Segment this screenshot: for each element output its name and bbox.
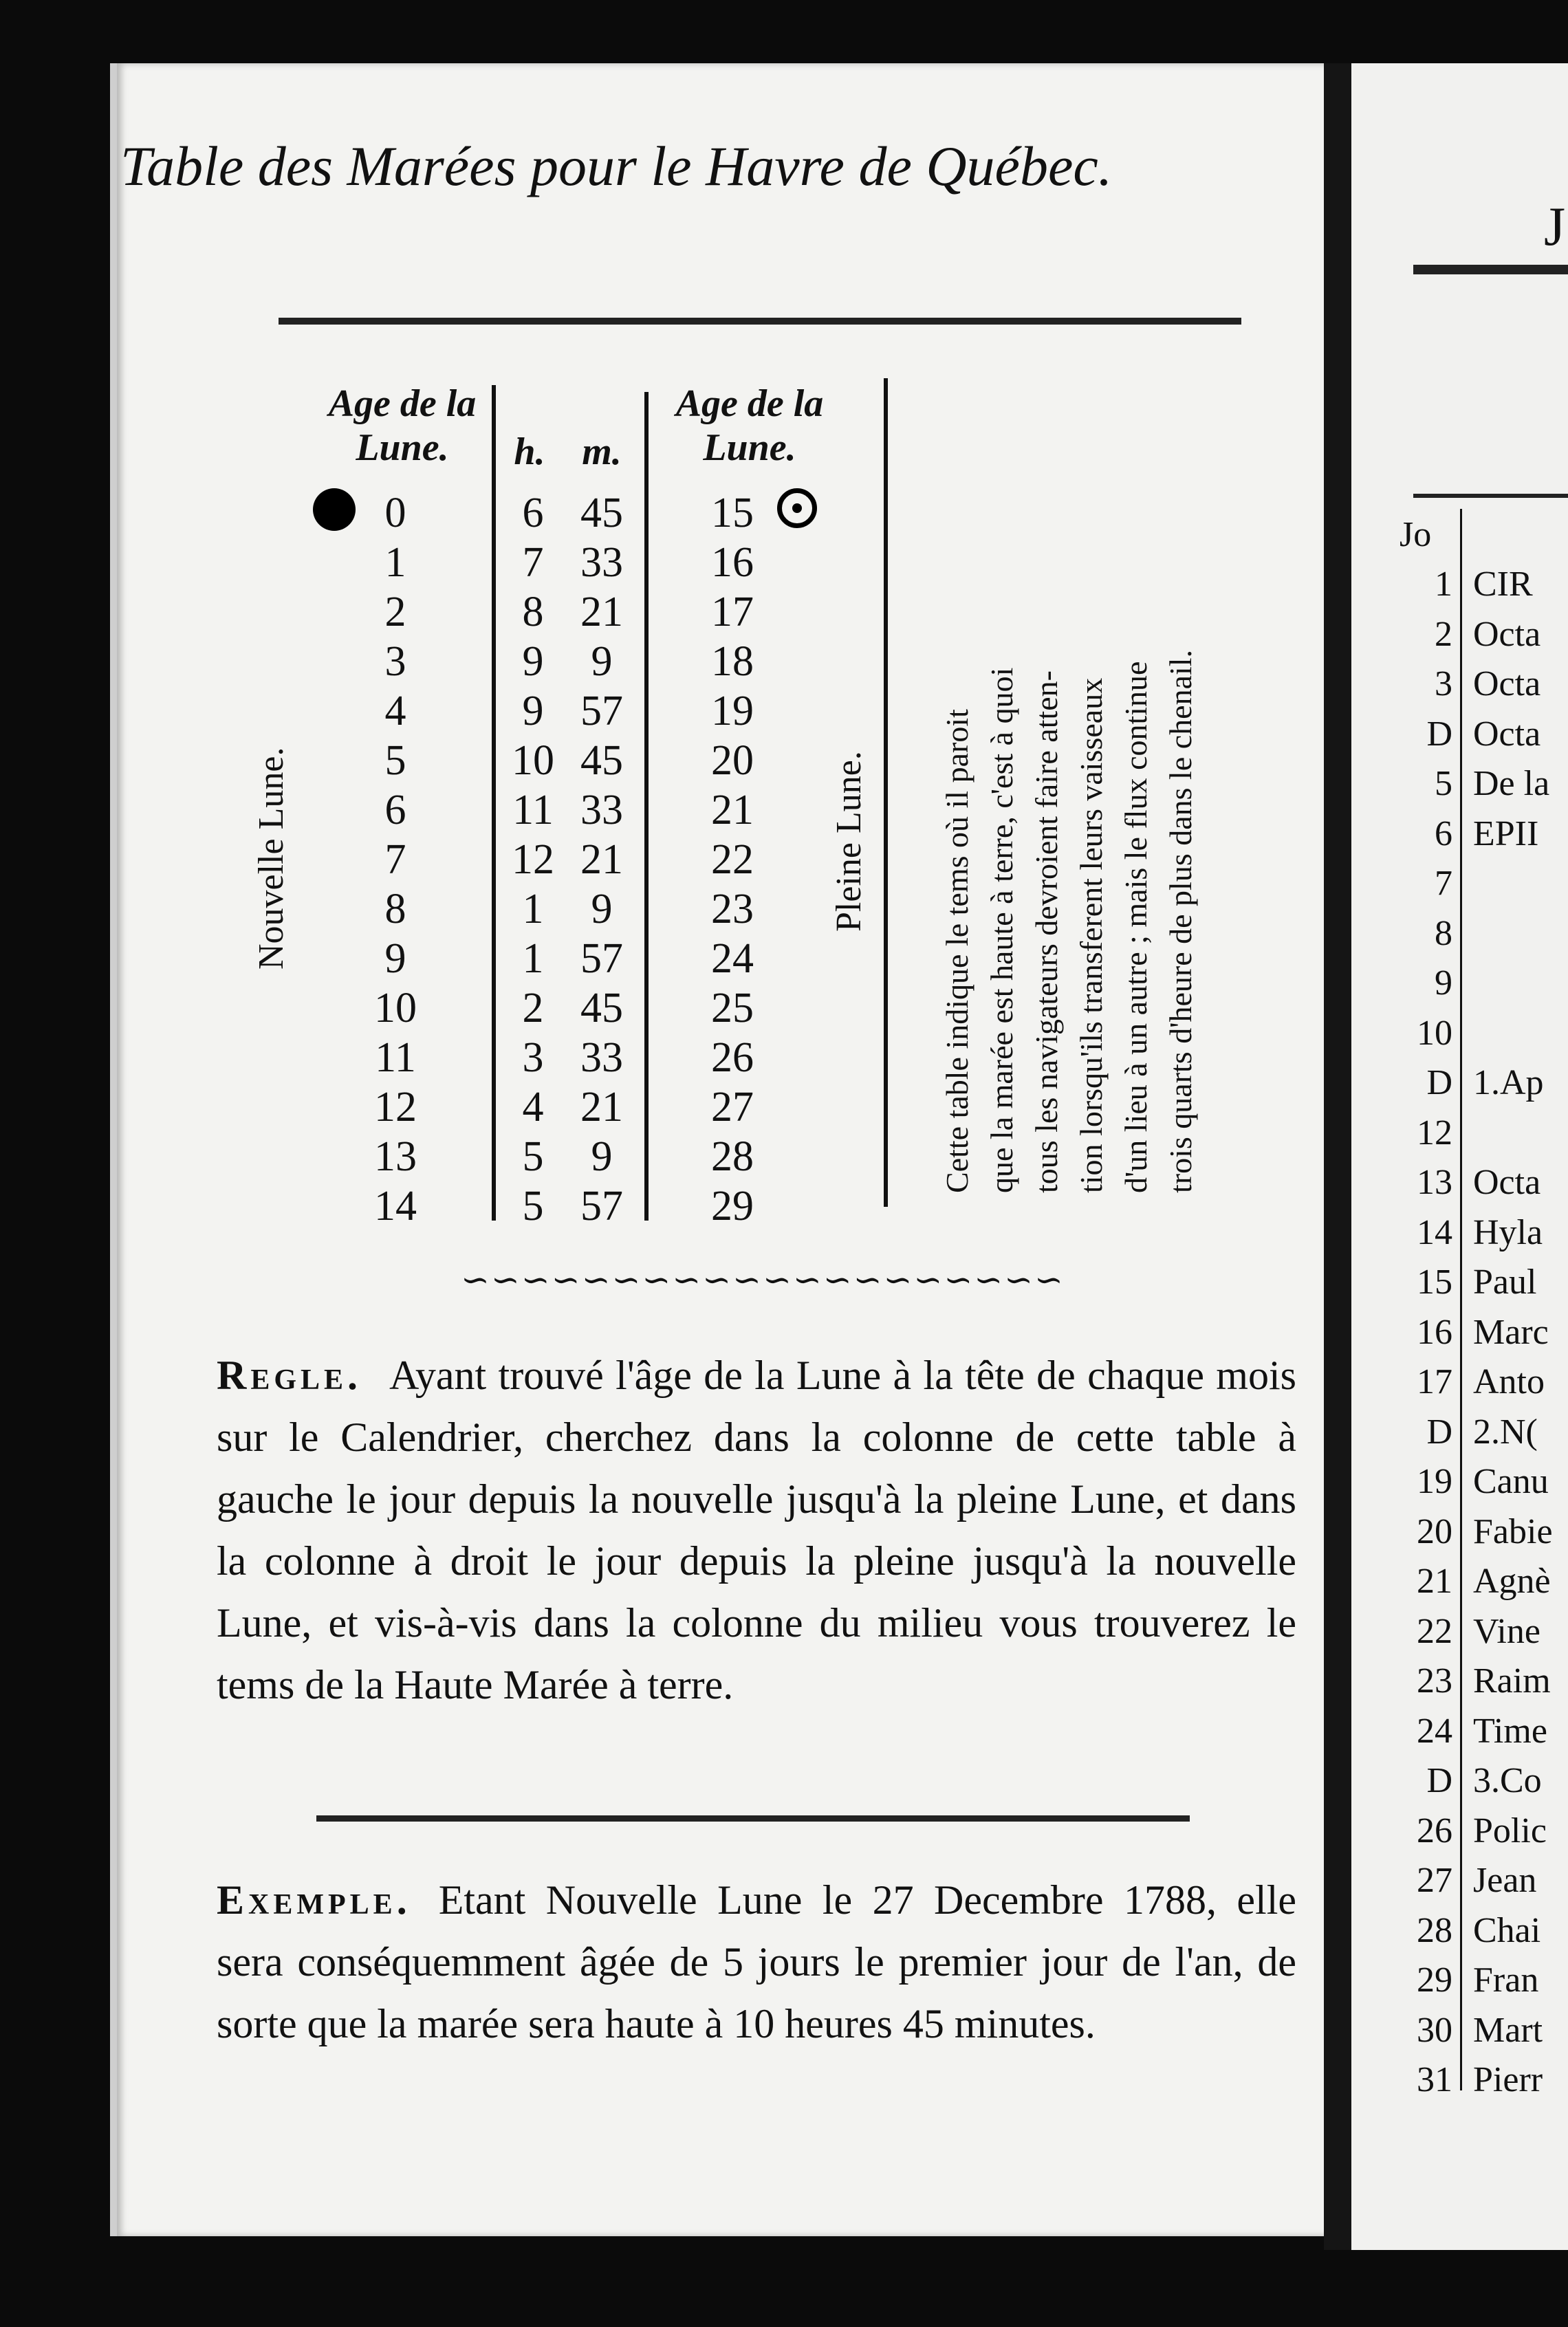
tide-cell-m: 33 bbox=[580, 787, 623, 833]
tide-cell-h: 10 bbox=[512, 737, 554, 784]
tide-cell-h: 1 bbox=[522, 935, 544, 982]
calendar-day: 5 bbox=[1435, 764, 1452, 803]
calendar-entry: Agnè bbox=[1473, 1562, 1551, 1601]
tide-cell-b: 21 bbox=[711, 787, 754, 833]
calendar-entry: Octa bbox=[1473, 714, 1541, 754]
calendar-day: 6 bbox=[1435, 813, 1452, 853]
calendar-day: 8 bbox=[1435, 913, 1452, 953]
calendar-entry: CIR bbox=[1473, 565, 1533, 604]
calendar-entry: 1.Ap bbox=[1473, 1063, 1544, 1102]
tide-cell-m: 45 bbox=[580, 490, 623, 536]
calendar-day: 13 bbox=[1417, 1163, 1452, 1202]
tide-cell-h: 11 bbox=[512, 787, 554, 833]
calendar-day: D bbox=[1426, 1412, 1452, 1452]
calendar-day: 22 bbox=[1417, 1611, 1452, 1651]
full-moon-label: Pleine Lune. bbox=[829, 751, 869, 932]
right-page-header: J bbox=[1544, 197, 1566, 257]
calendar-entry: 3.Co bbox=[1473, 1761, 1542, 1800]
tide-cell-m: 9 bbox=[591, 886, 613, 932]
regle-paragraph bbox=[217, 1344, 1296, 1716]
tide-cell-b: 18 bbox=[711, 638, 754, 685]
tide-cell-b: 15 bbox=[711, 490, 754, 536]
calendar-day: 24 bbox=[1417, 1711, 1452, 1751]
tide-cell-b: 27 bbox=[711, 1084, 754, 1130]
calendar-entry: Pierr bbox=[1473, 2060, 1543, 2099]
calendar-day: 23 bbox=[1417, 1661, 1452, 1701]
tide-cell-m: 45 bbox=[580, 985, 623, 1031]
tide-cell-h: 4 bbox=[522, 1084, 544, 1130]
calendar-day: 19 bbox=[1417, 1462, 1452, 1501]
tide-cell-m: 9 bbox=[591, 1133, 613, 1180]
tide-cell-m: 21 bbox=[580, 589, 623, 635]
calendar-entry: Anto bbox=[1473, 1362, 1545, 1401]
exemple-text: Etant Nouvelle Lune le 27 Decembre 1788, elle sera conséquemment âgée de 5 jours le premier jour de l'an, de sorte que la marée sera haute à 10 heures 45 minutes. bbox=[217, 1877, 1296, 2046]
hours-header: h. bbox=[514, 430, 545, 473]
tide-cell-h: 6 bbox=[522, 490, 544, 536]
tide-cell-b: 25 bbox=[711, 985, 754, 1031]
calendar-day: 21 bbox=[1417, 1562, 1452, 1601]
ornament-divider: ∽∽∽∽∽∽∽∽∽∽∽∽∽∽∽∽∽∽∽∽ bbox=[461, 1260, 1065, 1300]
book-gutter bbox=[1324, 63, 1351, 2250]
calendar-day: 9 bbox=[1435, 963, 1452, 1003]
tide-cell-m: 57 bbox=[580, 935, 623, 982]
tide-cell-h: 2 bbox=[522, 985, 544, 1031]
calendar-day: 31 bbox=[1417, 2060, 1452, 2099]
tide-cell-m: 21 bbox=[580, 1084, 623, 1130]
calendar-entry: Octa bbox=[1473, 664, 1541, 703]
exemple-lead: Exemple. bbox=[217, 1877, 411, 1923]
calendar-day: D bbox=[1426, 1761, 1452, 1800]
tide-cell-a: 12 bbox=[374, 1084, 417, 1130]
calendar-entry: 2.N( bbox=[1473, 1412, 1538, 1452]
tide-cell-a: 8 bbox=[384, 886, 406, 932]
calendar-day: 29 bbox=[1417, 1960, 1452, 2000]
tide-cell-h: 1 bbox=[522, 886, 544, 932]
calendar-entry: Mart bbox=[1473, 2010, 1543, 2050]
calendar-entry: EPII bbox=[1473, 813, 1539, 853]
tide-cell-b: 17 bbox=[711, 589, 754, 635]
calendar-entry: Fabie bbox=[1473, 1511, 1553, 1551]
calendar-day: D bbox=[1426, 1063, 1452, 1102]
calendar-day: 28 bbox=[1417, 1910, 1452, 1950]
tide-cell-b: 23 bbox=[711, 886, 754, 932]
note-line: que la marée est haute à terre, c'est à quoi bbox=[984, 667, 1019, 1193]
calendar-day: 27 bbox=[1417, 1861, 1452, 1900]
tide-cell-a: 0 bbox=[384, 490, 406, 536]
tide-cell-b: 29 bbox=[711, 1183, 754, 1230]
right-page-rule-top bbox=[1413, 265, 1568, 274]
tide-cell-a: 5 bbox=[384, 737, 406, 784]
calendar-entry: Marc bbox=[1473, 1312, 1549, 1352]
note-line: d'un lieu à un autre ; mais le flux continue bbox=[1118, 661, 1153, 1193]
tide-cell-b: 20 bbox=[711, 737, 754, 784]
calendar-entry: Chai bbox=[1473, 1910, 1541, 1950]
regle-text: Ayant trouvé l'âge de la Lune à la tête de chaque mois sur le Calendrier, cherchez dans la colonne de cette table à gauche le jour depuis la nouvelle jusqu'à la pleine Lune, et dans la colonne à droit le jour depuis la pleine jusqu'à la nouvelle Lune, et vis-à-vis dans la colonne du milieu vous trouverez le tems de la Haute Marée à terre. bbox=[217, 1353, 1296, 1707]
tide-cell-h: 12 bbox=[512, 836, 554, 883]
tide-cell-b: 22 bbox=[711, 836, 754, 883]
calendar-entry: Time bbox=[1473, 1711, 1547, 1751]
right-age-header: Age de la Lune. bbox=[675, 382, 824, 470]
minutes-header: m. bbox=[582, 430, 622, 473]
tide-cell-m: 57 bbox=[580, 1183, 623, 1230]
calendar-day: D bbox=[1426, 714, 1452, 754]
calendar-day: 16 bbox=[1417, 1312, 1452, 1352]
calendar-entry: De la bbox=[1473, 764, 1550, 803]
calendar-day: 7 bbox=[1435, 864, 1452, 903]
tide-cell-a: 7 bbox=[384, 836, 406, 883]
full-moon-icon bbox=[777, 488, 817, 528]
calendar-day: 17 bbox=[1417, 1362, 1452, 1401]
calendar-entry: Raim bbox=[1473, 1661, 1551, 1701]
left-age-header: Age de la Lune. bbox=[328, 382, 477, 470]
right-page-col-header: Jo bbox=[1400, 515, 1432, 554]
tide-cell-m: 45 bbox=[580, 737, 623, 784]
calendar-day: 3 bbox=[1435, 664, 1452, 703]
note-line: Cette table indique le tems où il paroit bbox=[939, 709, 974, 1193]
tide-cell-m: 57 bbox=[580, 688, 623, 734]
tide-cell-a: 13 bbox=[374, 1133, 417, 1180]
tide-cell-a: 11 bbox=[375, 1034, 416, 1081]
tide-cell-b: 19 bbox=[711, 688, 754, 734]
calendar-day: 20 bbox=[1417, 1511, 1452, 1551]
calendar-entry: Fran bbox=[1473, 1960, 1539, 2000]
tide-cell-a: 4 bbox=[384, 688, 406, 734]
tide-cell-m: 9 bbox=[591, 638, 613, 685]
calendar-day: 12 bbox=[1417, 1113, 1452, 1152]
note-line: tous les navigateurs devroient faire atten- bbox=[1029, 670, 1064, 1193]
table-left-divider bbox=[492, 385, 496, 1221]
tide-cell-h: 8 bbox=[522, 589, 544, 635]
tide-cell-a: 2 bbox=[384, 589, 406, 635]
right-page-divider bbox=[1460, 509, 1462, 2090]
tide-cell-a: 10 bbox=[374, 985, 417, 1031]
tide-cell-a: 1 bbox=[384, 539, 406, 586]
tide-cell-m: 33 bbox=[580, 539, 623, 586]
tide-cell-h: 5 bbox=[522, 1183, 544, 1230]
tide-cell-h: 9 bbox=[522, 638, 544, 685]
tide-cell-m: 21 bbox=[580, 836, 623, 883]
tide-cell-a: 14 bbox=[374, 1183, 417, 1230]
tide-cell-h: 9 bbox=[522, 688, 544, 734]
tide-cell-b: 26 bbox=[711, 1034, 754, 1081]
calendar-entry: Jean bbox=[1473, 1861, 1537, 1900]
tide-cell-h: 7 bbox=[522, 539, 544, 586]
new-moon-label: Nouvelle Lune. bbox=[252, 747, 291, 970]
note-line: tion lorsqu'ils transferent leurs vaisseaux bbox=[1074, 677, 1109, 1193]
tide-cell-h: 5 bbox=[522, 1133, 544, 1180]
tide-cell-b: 24 bbox=[711, 935, 754, 982]
calendar-day: 10 bbox=[1417, 1013, 1452, 1053]
new-moon-icon bbox=[313, 488, 356, 531]
tide-cell-b: 28 bbox=[711, 1133, 754, 1180]
calendar-day: 1 bbox=[1435, 565, 1452, 604]
tide-cell-a: 9 bbox=[384, 935, 406, 982]
calendar-entry: Paul bbox=[1473, 1263, 1537, 1302]
right-page-rule-mid bbox=[1413, 494, 1568, 498]
tide-cell-a: 6 bbox=[384, 787, 406, 833]
table-middle-divider bbox=[644, 392, 649, 1221]
tide-cell-h: 3 bbox=[522, 1034, 544, 1081]
calendar-entry: Polic bbox=[1473, 1811, 1547, 1850]
page-title: Table des Marées pour le Havre de Québec. bbox=[120, 135, 1113, 197]
calendar-day: 26 bbox=[1417, 1811, 1452, 1850]
calendar-entry: Octa bbox=[1473, 614, 1541, 654]
tide-cell-b: 16 bbox=[711, 539, 754, 586]
calendar-day: 2 bbox=[1435, 614, 1452, 654]
calendar-day: 14 bbox=[1417, 1212, 1452, 1252]
calendar-entry: Canu bbox=[1473, 1462, 1549, 1501]
exemple-paragraph bbox=[217, 1869, 1296, 2055]
tide-cell-m: 33 bbox=[580, 1034, 623, 1081]
title-rule bbox=[279, 318, 1241, 325]
calendar-entry: Octa bbox=[1473, 1163, 1541, 1202]
note-line: trois quarts d'heure de plus dans le chenail. bbox=[1163, 649, 1198, 1193]
calendar-day: 15 bbox=[1417, 1263, 1452, 1302]
tide-cell-a: 3 bbox=[384, 638, 406, 685]
calendar-entry: Hyla bbox=[1473, 1212, 1543, 1252]
calendar-day: 30 bbox=[1417, 2010, 1452, 2050]
calendar-entry: Vine bbox=[1473, 1611, 1540, 1651]
regle-lead: Regle. bbox=[217, 1353, 362, 1398]
table-right-divider bbox=[884, 378, 888, 1207]
section-rule bbox=[316, 1815, 1190, 1822]
